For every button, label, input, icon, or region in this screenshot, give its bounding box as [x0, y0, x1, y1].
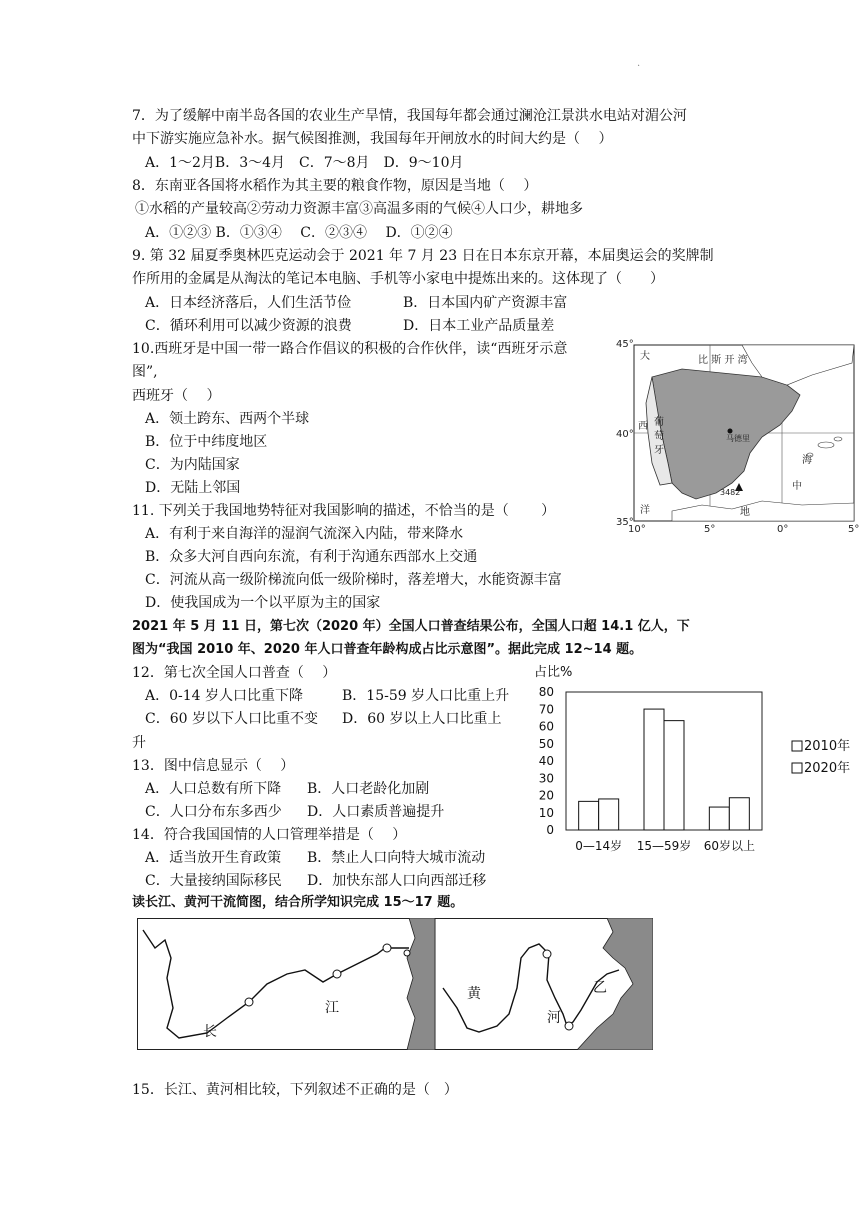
q13-option-c: C．人口分布东多西少: [145, 804, 282, 820]
label-madrid: 马德里: [726, 434, 750, 443]
label-peak: 3482: [720, 488, 741, 497]
q7-stem-line2: 中下游实施应急补水。据气候图推测，我国每年开闸放水的时间大约是（ ）: [132, 131, 613, 147]
q11-option-c: C．河流从高一级阶梯流向低一级阶梯时，落差增大，水能资源丰富: [145, 572, 562, 588]
q9-option-a: A．日本经济落后，人们生活节俭: [145, 295, 352, 311]
bar: [664, 721, 684, 830]
q12-option-b: B．15-59 岁人口比重上升: [342, 688, 510, 704]
q10-stem-line1: 10.西班牙是中国一带一路合作倡议的积极的合作伙伴，读“西班牙示意: [132, 341, 568, 357]
y-tick-label: 40: [538, 754, 554, 768]
lat-35: 35°: [616, 517, 634, 528]
q9-stem-line1: 9. 第 32 届夏季奥林匹克运动会于 2021 年 7 月 23 日在日本东京开幕，本届奥运会的奖牌制: [132, 248, 714, 264]
q11-stem: 11. 下列关于我国地势特征对我国影响的描述，不恰当的是（ ）: [132, 503, 556, 519]
q12-stem: 12．第七次全国人口普查（ ）: [132, 665, 337, 681]
label-he: 河: [547, 1010, 561, 1026]
x-tick-label: 0—14岁: [575, 839, 623, 853]
rivers-map: [137, 918, 653, 1050]
q11-option-a: A．有利于来自海洋的湿润气流深入内陆，带来降水: [145, 526, 464, 542]
q7-options: A．1～2月B．3～4月 C．7～8月 D．9～10月: [145, 155, 464, 171]
q11-option-b: B．众多大河自西向东流，有利于沟通东西部水上交通: [145, 549, 478, 565]
census-intro-line2: 图为“我国 2010 年、2020 年人口普查年龄构成占比示意图”。据此完成 12~14 题。: [132, 642, 643, 657]
q9-stem-line2: 作所用的金属是从淘汰的笔记本电脑、手机等小家电中提炼出来的。这体现了（ ）: [132, 271, 664, 287]
q13-option-b: B．人口老龄化加剧: [307, 781, 430, 797]
bar: [599, 799, 619, 830]
legend-label: 2020年: [804, 761, 851, 776]
q11-option-d: D．使我国成为一个以平原为主的国家: [145, 595, 381, 611]
q10-option-a: A．领土跨东、西两个半球: [145, 411, 310, 427]
label-zhong: 中: [792, 481, 802, 492]
lat-40: 40°: [616, 429, 634, 440]
bar: [729, 798, 749, 830]
madrid-dot: [728, 429, 733, 434]
q10-option-b: B．位于中纬度地区: [145, 434, 268, 450]
q10-option-d: D．无陆上邻国: [145, 480, 241, 496]
y-tick-label: 80: [538, 685, 554, 699]
label-xi: 西: [638, 421, 648, 432]
q14-option-d: D．加快东部人口向西部迁移: [307, 873, 487, 889]
label-hai: 海: [802, 455, 812, 466]
q10-stem-line2: 图”,: [132, 364, 158, 380]
label-chang: 长: [203, 1024, 217, 1040]
q8-stem: 8．东南亚各国将水稻作为其主要的粮食作物，原因是当地（ ）: [132, 178, 538, 194]
label-ya: 牙: [654, 445, 664, 456]
q14-stem: 14．符合我国国情的人口管理举措是（ ）: [132, 827, 407, 843]
lat-45: 45°: [616, 339, 634, 350]
q8-options: A．①②③ B．①③④ C．②③④ D．①②④: [145, 225, 453, 241]
q10-option-c: C．为内陆国家: [145, 457, 240, 473]
q9-option-d: D．日本工业产品质量差: [403, 318, 555, 334]
x-tick-label: 60岁以上: [703, 839, 755, 853]
q10-stem-line3: 西班牙（ ）: [132, 388, 221, 404]
label-biscay: 比 斯 开 湾: [698, 355, 748, 366]
y-tick-label: 10: [538, 805, 554, 820]
y-tick-label: 50: [538, 736, 554, 751]
q12-option-d: D．60 岁以上人口比重上: [342, 711, 502, 727]
q9-option-c: C．循环利用可以减少资源的浪费: [145, 318, 352, 334]
q14-option-c: C．大量接纳国际移民: [145, 873, 282, 889]
y-axis-label: 占比%: [534, 665, 573, 680]
label-di: 地: [740, 507, 750, 518]
label-huang: 黄: [467, 986, 481, 1002]
legend-swatch: [792, 741, 802, 751]
y-tick-label: 20: [538, 788, 554, 803]
y-tick-label: 70: [538, 702, 554, 717]
q15-stem: 15．长江、黄河相比较，下列叙述不正确的是（ ）: [132, 1082, 458, 1098]
legend-label: 2010年: [804, 739, 851, 754]
x-tick-label: 15—59岁: [636, 839, 692, 853]
lon-10: 10°: [628, 524, 646, 533]
label-pu: 葡: [654, 417, 664, 428]
legend-swatch: [792, 763, 802, 773]
q12-option-c: C．60 岁以下人口比重不变: [145, 711, 318, 727]
q14-option-b: B．禁止人口向特大城市流动: [307, 850, 486, 866]
label-tao: 萄: [654, 431, 664, 442]
bar: [644, 709, 664, 830]
label-yang: 洋: [640, 505, 650, 516]
page-dot: .: [637, 58, 641, 69]
q13-stem: 13．图中信息显示（ ）: [132, 758, 295, 774]
label-yi: 乙: [593, 980, 607, 996]
y-tick-label: 30: [538, 771, 554, 786]
bar: [709, 807, 729, 830]
q12-option-a: A．0-14 岁人口比重下降: [145, 688, 304, 704]
lon-5e: 5°: [848, 524, 860, 533]
census-intro-line1: 2021 年 5 月 11 日，第七次（2020 年）全国人口普查结果公布，全国人口超 14.1 亿人，下: [132, 619, 690, 634]
q13-option-d: D．人口素质普遍提升: [307, 804, 445, 820]
q14-option-a: A．适当放开生育政策: [145, 850, 282, 866]
q8-statements: ①水稻的产量较高②劳动力资源丰富③高温多雨的气候④人口少，耕地多: [135, 201, 583, 217]
q9-option-b: B．日本国内矿产资源丰富: [403, 295, 568, 311]
q12-option-d-cont: 升: [132, 735, 146, 751]
spain-map: [612, 333, 860, 533]
label-da: 大: [640, 351, 650, 362]
population-chart-svg: [530, 662, 860, 872]
lon-5w: 5°: [704, 524, 716, 533]
bar: [579, 801, 599, 830]
q7-stem-line1: 7．为了缓解中南半岛各国的农业生产旱情，我国每年都会通过澜沧江景洪水电站对湄公河: [132, 108, 687, 124]
rivers-intro: 读长江、黄河干流简图，结合所学知识完成 15～17 题。: [132, 895, 464, 910]
lon-0: 0°: [777, 524, 789, 533]
q13-option-a: A．人口总数有所下降: [145, 781, 282, 797]
label-jiang: 江: [325, 1000, 339, 1016]
y-tick-label: 0: [546, 823, 554, 837]
population-chart: [530, 662, 860, 872]
y-tick-label: 60: [538, 719, 554, 734]
